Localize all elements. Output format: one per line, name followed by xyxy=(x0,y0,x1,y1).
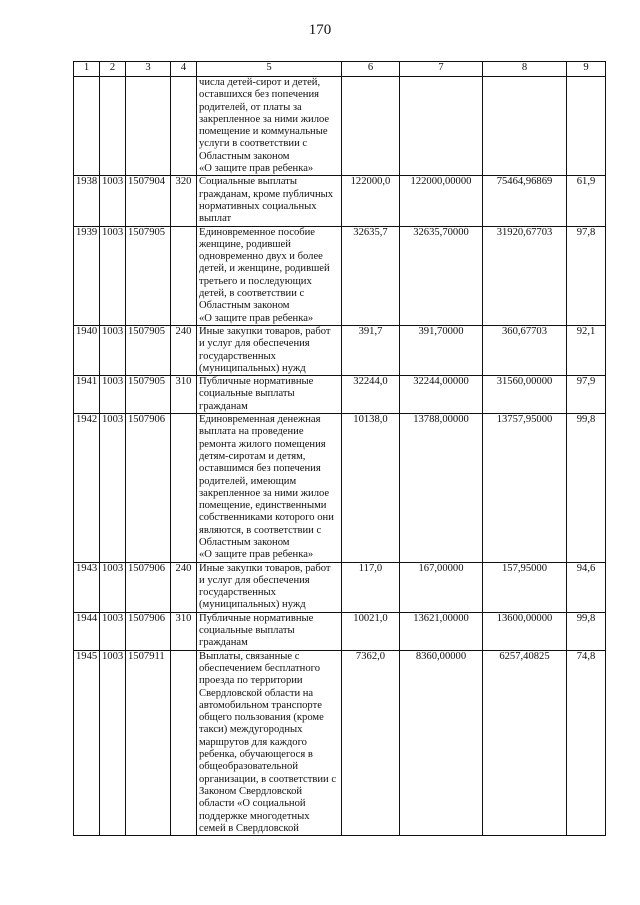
approved-amount-cell: 10021,0 xyxy=(342,612,400,650)
expense-type-cell: 240 xyxy=(171,562,197,612)
plan-amount-cell: 167,00000 xyxy=(400,562,483,612)
executed-amount-cell: 360,67703 xyxy=(483,325,567,375)
plan-amount-cell: 122000,00000 xyxy=(400,176,483,226)
expense-type-cell: 310 xyxy=(171,612,197,650)
execution-percent-cell: 92,1 xyxy=(567,325,606,375)
section-code-cell: 1003 xyxy=(100,562,126,612)
plan-amount-cell: 391,70000 xyxy=(400,325,483,375)
executed-amount-cell: 6257,40825 xyxy=(483,650,567,835)
execution-percent-cell: 74,8 xyxy=(567,650,606,835)
header-cell: 3 xyxy=(126,62,171,77)
row-number-cell: 1942 xyxy=(74,414,100,563)
section-code-cell: 1003 xyxy=(100,414,126,563)
item-name-cell: Публичные нормативные социальные выплаты гражданам xyxy=(197,612,342,650)
execution-percent-cell: 97,8 xyxy=(567,226,606,325)
executed-amount-cell: 157,95000 xyxy=(483,562,567,612)
executed-amount-cell: 75464,96869 xyxy=(483,176,567,226)
header-cell: 4 xyxy=(171,62,197,77)
table-row xyxy=(74,376,606,414)
executed-amount-cell: 13757,95000 xyxy=(483,414,567,563)
table-row xyxy=(74,650,606,835)
target-code-cell: 1507905 xyxy=(126,325,171,375)
target-code-cell: 1507906 xyxy=(126,414,171,563)
header-cell: 9 xyxy=(567,62,606,77)
table-row xyxy=(74,226,606,325)
expense-type-cell xyxy=(171,226,197,325)
section-code-cell xyxy=(100,77,126,176)
executed-amount-cell xyxy=(483,77,567,176)
target-code-cell: 1507911 xyxy=(126,650,171,835)
item-name-cell: Иные закупки товаров, работ и услуг для обеспечения государственных (муниципальных) нужд xyxy=(197,562,342,612)
table-row xyxy=(74,414,606,563)
execution-percent-cell xyxy=(567,77,606,176)
execution-percent-cell: 97,9 xyxy=(567,376,606,414)
execution-percent-cell: 94,6 xyxy=(567,562,606,612)
item-name-cell: Публичные нормативные социальные выплаты гражданам xyxy=(197,376,342,414)
row-number-cell: 1945 xyxy=(74,650,100,835)
plan-amount-cell: 13621,00000 xyxy=(400,612,483,650)
section-code-cell: 1003 xyxy=(100,376,126,414)
approved-amount-cell: 117,0 xyxy=(342,562,400,612)
table-row xyxy=(74,176,606,226)
plan-amount-cell xyxy=(400,77,483,176)
target-code-cell: 1507906 xyxy=(126,612,171,650)
item-name-cell: Иные закупки товаров, работ и услуг для обеспечения государственных (муниципальных) нужд xyxy=(197,325,342,375)
page-number: 170 xyxy=(308,22,332,38)
item-name-cell: Единовременное пособие женщине, родившей одновременно двух и более детей, и женщине, родившей третьего и последующих детей, в соответствии с Областным законом «О защите прав ребенка» xyxy=(197,226,342,325)
approved-amount-cell: 32244,0 xyxy=(342,376,400,414)
header-cell: 7 xyxy=(400,62,483,77)
header-row xyxy=(74,62,606,77)
target-code-cell: 1507905 xyxy=(126,376,171,414)
target-code-cell: 1507906 xyxy=(126,562,171,612)
row-number-cell: 1944 xyxy=(74,612,100,650)
approved-amount-cell: 10138,0 xyxy=(342,414,400,563)
row-number-cell: 1943 xyxy=(74,562,100,612)
plan-amount-cell: 32635,70000 xyxy=(400,226,483,325)
expense-type-cell: 320 xyxy=(171,176,197,226)
section-code-cell: 1003 xyxy=(100,325,126,375)
execution-percent-cell: 99,8 xyxy=(567,414,606,563)
target-code-cell xyxy=(126,77,171,176)
row-number-cell: 1941 xyxy=(74,376,100,414)
expense-type-cell: 240 xyxy=(171,325,197,375)
item-name-cell: Единовременная денежная выплата на проведение ремонта жилого помещения детям-сиротам и детям, оставшимся без попечения родителей, имеющим закрепленное за ними жилое помещение, единственными собственниками которого они являются, в соответствии с Областным законом «О защите прав ребенка» xyxy=(197,414,342,563)
item-name-cell: Социальные выплаты гражданам, кроме публичных нормативных социальных выплат xyxy=(197,176,342,226)
item-name-cell: Выплаты, связанные с обеспечением бесплатного проезда по территории Свердловской области на автомобильном транспорте общего пользования (кроме такси) междугородных маршрутов для каждого ребенка, обучающегося в общеобразовательной организации, в соответствии с Законом Свердловской области «О социальной поддержке многодетных семей в Свердловской xyxy=(197,650,342,835)
target-code-cell: 1507905 xyxy=(126,226,171,325)
header-cell: 1 xyxy=(74,62,100,77)
section-code-cell: 1003 xyxy=(100,612,126,650)
approved-amount-cell: 7362,0 xyxy=(342,650,400,835)
table-row xyxy=(74,77,606,176)
budget-table xyxy=(73,61,606,836)
section-code-cell: 1003 xyxy=(100,226,126,325)
row-number-cell xyxy=(74,77,100,176)
row-number-cell: 1940 xyxy=(74,325,100,375)
header-cell: 5 xyxy=(197,62,342,77)
expense-type-cell: 310 xyxy=(171,376,197,414)
header-cell: 8 xyxy=(483,62,567,77)
expense-type-cell xyxy=(171,77,197,176)
plan-amount-cell: 32244,00000 xyxy=(400,376,483,414)
row-number-cell: 1938 xyxy=(74,176,100,226)
header-cell: 2 xyxy=(100,62,126,77)
row-number-cell: 1939 xyxy=(74,226,100,325)
executed-amount-cell: 31560,00000 xyxy=(483,376,567,414)
section-code-cell: 1003 xyxy=(100,650,126,835)
section-code-cell: 1003 xyxy=(100,176,126,226)
table-row xyxy=(74,612,606,650)
executed-amount-cell: 31920,67703 xyxy=(483,226,567,325)
execution-percent-cell: 99,8 xyxy=(567,612,606,650)
approved-amount-cell: 32635,7 xyxy=(342,226,400,325)
header-cell: 6 xyxy=(342,62,400,77)
table-row xyxy=(74,562,606,612)
item-name-cell: числа детей-сирот и детей, оставшихся без попечения родителей, от платы за закрепленное за ними жилое помещение и коммунальные услуги в соответствии с Областным законом «О защите прав ребенка» xyxy=(197,77,342,176)
target-code-cell: 1507904 xyxy=(126,176,171,226)
plan-amount-cell: 8360,00000 xyxy=(400,650,483,835)
approved-amount-cell: 122000,0 xyxy=(342,176,400,226)
execution-percent-cell: 61,9 xyxy=(567,176,606,226)
plan-amount-cell: 13788,00000 xyxy=(400,414,483,563)
table-row xyxy=(74,325,606,375)
executed-amount-cell: 13600,00000 xyxy=(483,612,567,650)
expense-type-cell xyxy=(171,414,197,563)
approved-amount-cell: 391,7 xyxy=(342,325,400,375)
approved-amount-cell xyxy=(342,77,400,176)
expense-type-cell xyxy=(171,650,197,835)
